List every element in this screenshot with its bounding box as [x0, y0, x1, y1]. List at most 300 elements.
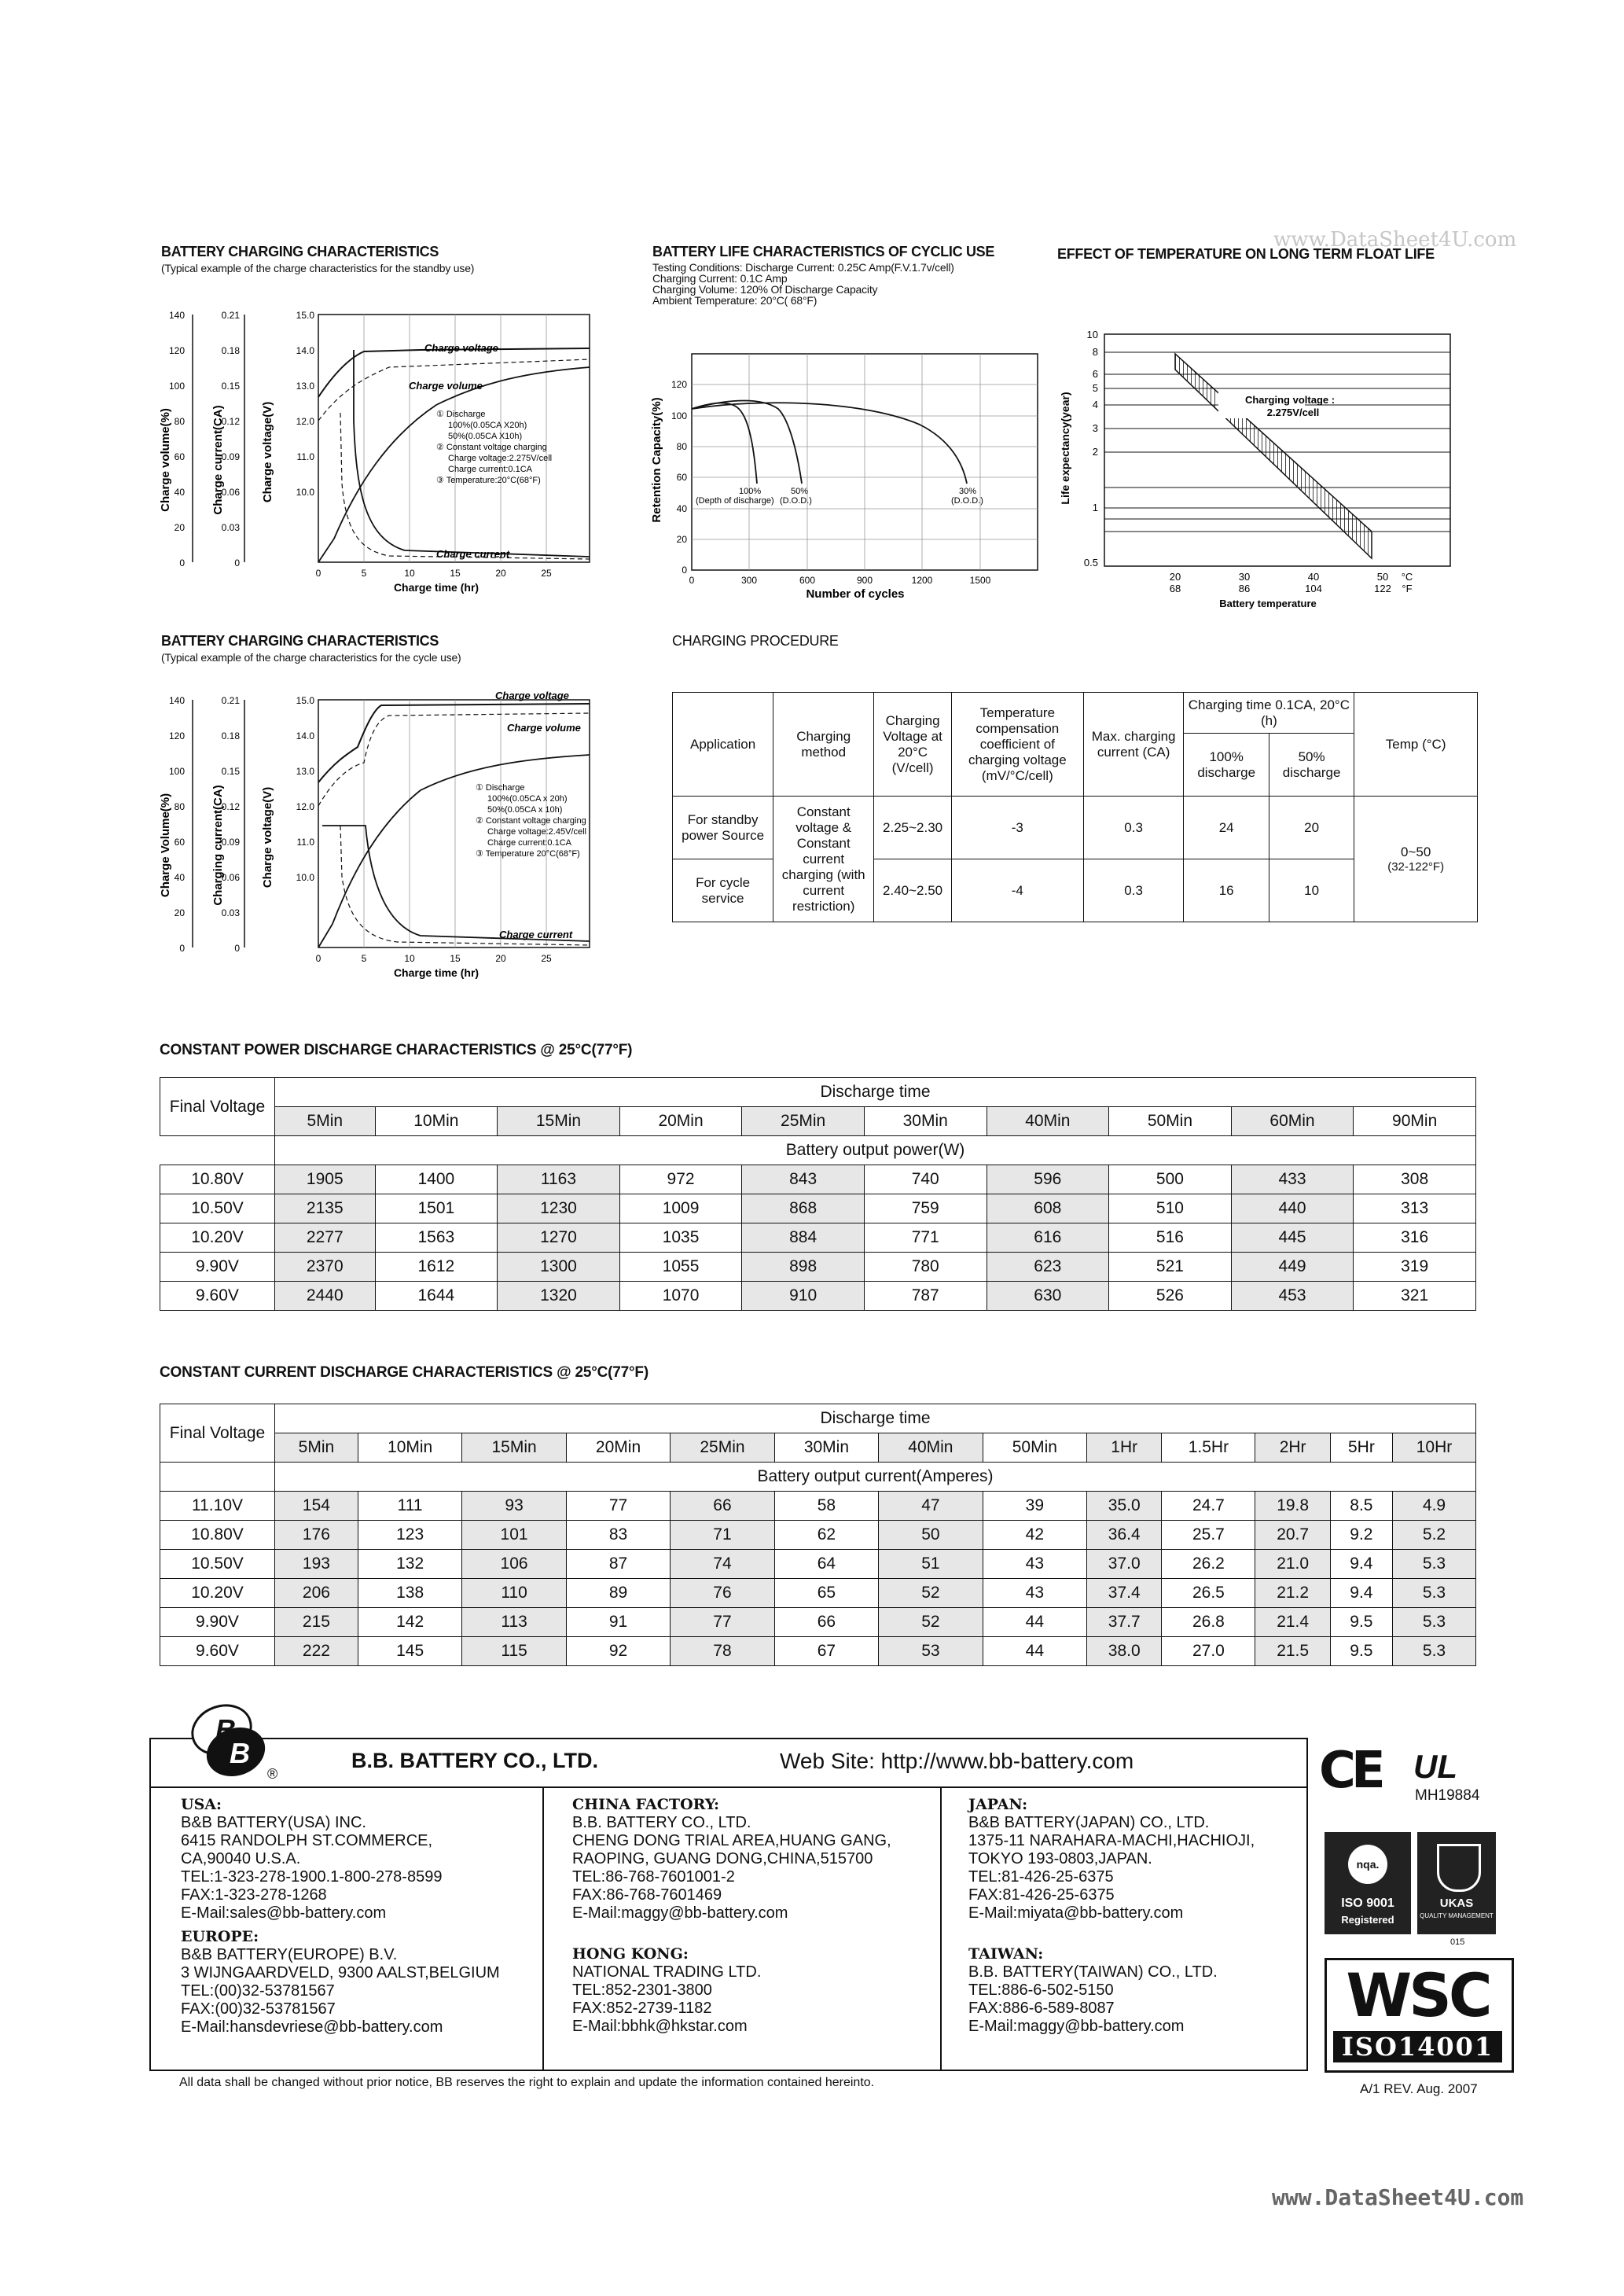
table-cell: 87 [566, 1550, 670, 1579]
condition-line: Charging Current: 0.1C Amp [652, 272, 788, 285]
procedure-table [672, 692, 1478, 922]
table-cell: 24.7 [1162, 1492, 1255, 1521]
chart3-ylabel: Life expectancy(year) [1059, 392, 1071, 505]
table-cell: 1163 [498, 1165, 620, 1194]
chart2-y-ticks [671, 379, 687, 576]
table-cell: 101 [462, 1521, 566, 1550]
cert-iso9001 [1325, 1832, 1509, 1974]
table-cell: 771 [864, 1223, 987, 1253]
tick: 12.0 [296, 416, 314, 427]
tick: 0 [234, 943, 240, 954]
final-voltage-cell: 10.20V [160, 1579, 275, 1608]
table-cell: 8.5 [1330, 1492, 1392, 1521]
table-cell: 1501 [375, 1194, 498, 1223]
tick: 15 [450, 568, 461, 579]
tick: 0 [315, 953, 321, 964]
tick: 15.0 [296, 695, 314, 706]
tick: 0 [234, 557, 240, 568]
table-cell: 65 [774, 1579, 878, 1608]
table-cell: 5.3 [1393, 1608, 1476, 1637]
table-cell: 215 [275, 1608, 358, 1637]
table-cell: 89 [566, 1579, 670, 1608]
table-row [160, 1223, 1476, 1253]
chart2-conditions [652, 262, 954, 306]
chart1-xlabel: Charge time (hr) [393, 581, 479, 594]
table-cell: 37.7 [1087, 1608, 1162, 1637]
table-cell: 43 [983, 1579, 1086, 1608]
tick: 1200 [911, 575, 933, 586]
tick: 20 [174, 522, 185, 533]
current-table-title: CONSTANT CURRENT DISCHARGE CHARACTERISTICS @ 25°C(77°F) [160, 1364, 648, 1381]
column-header: 5Min [275, 1433, 358, 1463]
proc-h-50: 50% discharge [1269, 734, 1354, 797]
address-line: TOKYO 193-0803,JAPAN. [968, 1850, 1152, 1867]
footer-notice: All data shall be changed without prior notice, BB reserves the right to explain and update the information contained hereinto. [179, 2076, 875, 2089]
table-cell: 25.7 [1162, 1521, 1255, 1550]
tick: 12.0 [296, 801, 314, 812]
column-header: 2Hr [1255, 1433, 1330, 1463]
bb-logo-letter-1: B [215, 1713, 236, 1746]
tick: 11.0 [296, 451, 314, 462]
chart2-label-dod50: (D.O.D.) [780, 496, 812, 506]
table-cell: 1644 [375, 1282, 498, 1311]
watermark-bottom: www.DataSheet4U.com [1272, 2184, 1524, 2210]
tick: 14.0 [296, 730, 314, 741]
tick: 40 [174, 487, 185, 498]
tick: 10 [1086, 329, 1098, 340]
table-cell: 77 [566, 1492, 670, 1521]
chart3-xlabel: Battery temperature [1219, 598, 1317, 609]
table-cell: 77 [671, 1608, 774, 1637]
table-cell: 1320 [498, 1282, 620, 1311]
proc-h-temp: Temp (°C) [1354, 693, 1478, 797]
tick: 20 [495, 568, 506, 579]
chart3-annotation-1: Charging voltage : [1244, 394, 1336, 406]
table-row [160, 1282, 1476, 1311]
address-line[interactable]: E-Mail:sales@bb-battery.com [181, 1904, 387, 1922]
tick: 20 [1169, 571, 1181, 583]
tick: 40 [676, 503, 687, 514]
chart2-label-100: 100% [739, 487, 762, 496]
table-cell: 64 [774, 1550, 878, 1579]
chart1-volume-label: Charge volume [409, 380, 483, 392]
address-line: B&B BATTERY(JAPAN) CO., LTD. [968, 1814, 1210, 1831]
tick: 13.0 [296, 766, 314, 777]
chart3-annotation-2: 2.275V/cell [1266, 407, 1320, 418]
table-cell: 521 [1109, 1253, 1232, 1282]
chart1-x-ticks [316, 568, 552, 579]
address-hongkong [572, 1945, 761, 2036]
column-header: 10Min [358, 1433, 461, 1463]
table-cell: 1563 [375, 1223, 498, 1253]
chart3-title: EFFECT OF TEMPERATURE ON LONG TERM FLOAT LIFE [1057, 246, 1435, 262]
address-line: B.B. BATTERY(TAIWAN) CO., LTD. [968, 1963, 1218, 1981]
table-row [160, 1550, 1476, 1579]
bb-logo [182, 1700, 285, 1786]
chart4-axis3-label: Charge voltage(V) [261, 786, 274, 889]
tick: 20 [174, 907, 185, 918]
tick: 0.09 [221, 451, 240, 462]
condition-line: Charging Volume: 120% Of Discharge Capacity [652, 283, 878, 296]
table-cell: 9.4 [1330, 1579, 1392, 1608]
chart2-label-dod30: (D.O.D.) [951, 496, 983, 506]
column-header: 20Min [619, 1107, 742, 1136]
chart4-axis2-label: Charging current(CA) [211, 785, 225, 906]
chart1-svg [153, 303, 601, 598]
tick: 30 [1238, 571, 1251, 583]
tick: 60 [174, 451, 185, 462]
table-cell: 5.3 [1393, 1550, 1476, 1579]
column-header: 25Min [671, 1433, 774, 1463]
table-cell: 113 [462, 1608, 566, 1637]
table-cell: 36.4 [1087, 1521, 1162, 1550]
company-name: B.B. BATTERY CO., LTD. [351, 1749, 598, 1772]
proc-method: Constant voltage & Constant current charging (with current restriction) [773, 797, 874, 922]
column-header: 10Hr [1393, 1433, 1476, 1463]
address-line[interactable]: E-Mail:hansdevriese@bb-battery.com [181, 2018, 443, 2036]
table-cell: 1905 [275, 1165, 376, 1194]
table-cell: 884 [742, 1223, 865, 1253]
legend-line: 100%(0.05CA X20h) [448, 421, 527, 430]
table-row [160, 1194, 1476, 1223]
tick: 600 [799, 575, 816, 586]
table-cell: 43 [983, 1550, 1086, 1579]
table-cell: 510 [1109, 1194, 1232, 1223]
bb-logo-letter-2: B [230, 1737, 250, 1769]
table-cell: 2370 [275, 1253, 376, 1282]
power-table-title: CONSTANT POWER DISCHARGE CHARACTERISTICS @ 25°C(77°F) [160, 1042, 633, 1058]
address-line: B&B BATTERY(USA) INC. [181, 1814, 366, 1831]
chart3-y-ticks [1084, 329, 1098, 568]
address-line: FAX:81-426-25-6375 [968, 1886, 1115, 1904]
tick: 14.0 [296, 345, 314, 356]
proc-h-application: Application [673, 693, 773, 797]
table-cell: 44 [983, 1608, 1086, 1637]
address-line: FAX:1-323-278-1268 [181, 1886, 327, 1904]
footer-col-divider-2 [940, 1786, 942, 2070]
chart4-x-ticks [316, 953, 552, 964]
table-cell: 433 [1231, 1165, 1354, 1194]
condition-line: Ambient Temperature: 20°C( 68°F) [652, 294, 818, 307]
tick: 8 [1092, 346, 1098, 358]
wsc-logo-icon: WSC [1346, 1960, 1490, 2030]
tick: 120 [168, 345, 185, 356]
address-line[interactable]: E-Mail:miyata@bb-battery.com [968, 1904, 1184, 1922]
table-cell: 115 [462, 1637, 566, 1666]
chart4-current-label: Charge current [499, 929, 573, 940]
table-row [160, 1165, 1476, 1194]
tick: 0 [179, 557, 185, 568]
legend-line: Charge voltage:2.275V/cell [448, 454, 553, 463]
tick: 900 [856, 575, 873, 586]
column-header: 60Min [1231, 1107, 1354, 1136]
address-line: TEL:(00)32-53781567 [181, 1982, 335, 2000]
final-voltage-cell: 10.50V [160, 1194, 275, 1223]
table-cell: 5.3 [1393, 1637, 1476, 1666]
table-cell: 132 [358, 1550, 461, 1579]
proc-r2-app: For cycle service [673, 859, 773, 922]
table-row [160, 1253, 1476, 1282]
footer-divider [151, 1786, 1306, 1788]
table-cell: 630 [987, 1282, 1109, 1311]
tick: 0 [682, 565, 687, 576]
table-cell: 193 [275, 1550, 358, 1579]
address-heading: CHINA FACTORY: [572, 1796, 720, 1813]
legend-line: ① Discharge [436, 410, 486, 419]
table-cell: 1055 [619, 1253, 742, 1282]
column-header: 40Min [879, 1433, 983, 1463]
address-line: RAOPING, GUANG DONG,CHINA,515700 [572, 1850, 873, 1867]
address-china [572, 1796, 891, 1923]
chart1-axis2-label: Charge current(CA) [211, 405, 225, 515]
table-cell: 42 [983, 1521, 1086, 1550]
table-row [160, 1521, 1476, 1550]
tick: 60 [174, 837, 185, 848]
table-cell: 21.4 [1255, 1608, 1330, 1637]
column-header: 1.5Hr [1162, 1433, 1255, 1463]
tick: 100 [168, 381, 185, 392]
chart2-x-ticks [689, 575, 991, 586]
chart3-svg [1057, 322, 1482, 613]
table-cell: 1035 [619, 1223, 742, 1253]
table-cell: 2277 [275, 1223, 376, 1253]
column-header: 25Min [742, 1107, 865, 1136]
current-blank [160, 1463, 275, 1492]
table-cell: 1300 [498, 1253, 620, 1282]
address-heading: TAIWAN: [968, 1945, 1044, 1963]
address-japan [968, 1796, 1255, 1923]
table-cell: 91 [566, 1608, 670, 1637]
company-info-box [149, 1713, 1308, 2071]
chart4-axis3-ticks [296, 695, 315, 883]
table-cell: 106 [462, 1550, 566, 1579]
table-cell: 972 [619, 1165, 742, 1194]
column-header: 10Min [375, 1107, 498, 1136]
table-cell: 27.0 [1162, 1637, 1255, 1666]
table-cell: 20.7 [1255, 1521, 1330, 1550]
legend-line: ② Constant voltage charging [476, 816, 586, 826]
column-header: 50Min [983, 1433, 1086, 1463]
address-line: 6415 RANDOLPH ST.COMMERCE, [181, 1832, 433, 1849]
table-cell: 92 [566, 1637, 670, 1666]
table-cell: 9.4 [1330, 1550, 1392, 1579]
address-line: FAX:(00)32-53781567 [181, 2000, 336, 2018]
current-final-voltage: Final Voltage [160, 1404, 275, 1463]
ukas-badge [1417, 1832, 1496, 1934]
address-europe [181, 1928, 500, 2037]
tick: 25 [541, 568, 552, 579]
nqa-badge [1325, 1832, 1411, 1934]
tick: 4 [1092, 399, 1098, 410]
address-line[interactable]: E-Mail:maggy@bb-battery.com [968, 2018, 1185, 2035]
chart2-ylabel: Retention Capacity(%) [650, 397, 663, 523]
proc-h-temp-comp: Temperature compensation coefficient of charging voltage (mV/°C/cell) [951, 693, 1083, 797]
column-header: 40Min [987, 1107, 1109, 1136]
address-line: TEL:86-768-7601001-2 [572, 1868, 735, 1886]
table-cell: 206 [275, 1579, 358, 1608]
tick: 0.06 [221, 872, 240, 883]
tick: 10 [404, 953, 415, 964]
table-cell: 2440 [275, 1282, 376, 1311]
chart4-subtitle: (Typical example of the charge characteristics for the cycle use) [161, 651, 461, 664]
address-line: B.B. BATTERY CO., LTD. [572, 1814, 751, 1831]
iso9001-label: ISO 9001 [1341, 1897, 1394, 1910]
tick: 100 [671, 410, 687, 421]
ul-mark-icon: UL [1413, 1748, 1457, 1785]
tick: 20 [676, 534, 687, 545]
legend-line: ① Discharge [476, 783, 525, 793]
table-cell: 9.2 [1330, 1521, 1392, 1550]
table-cell: 58 [774, 1492, 878, 1521]
table-cell: 759 [864, 1194, 987, 1223]
table-cell: 39 [983, 1492, 1086, 1521]
column-header: 30Min [774, 1433, 878, 1463]
tick: 0.03 [221, 522, 240, 533]
table-cell: 50 [879, 1521, 983, 1550]
table-cell: 53 [879, 1637, 983, 1666]
chart2-label-dod: (Depth of discharge) [696, 496, 774, 506]
table-cell: 62 [774, 1521, 878, 1550]
column-header: 50Min [1109, 1107, 1232, 1136]
chart4-title: BATTERY CHARGING CHARACTERISTICS [161, 633, 439, 649]
address-line[interactable]: E-Mail:bbhk@hkstar.com [572, 2018, 748, 2035]
table-cell: 26.2 [1162, 1550, 1255, 1579]
table-cell: 9.5 [1330, 1608, 1392, 1637]
tick: 0.06 [221, 487, 240, 498]
table-cell: 47 [879, 1492, 983, 1521]
ukas-crown-icon [1437, 1844, 1481, 1892]
table-cell: 66 [671, 1492, 774, 1521]
address-line: NATIONAL TRADING LTD. [572, 1963, 762, 1981]
registered-label: Registered [1341, 1914, 1394, 1926]
address-heading: JAPAN: [968, 1796, 1028, 1813]
address-line: B&B BATTERY(EUROPE) B.V. [181, 1946, 398, 1963]
procedure-title: CHARGING PROCEDURE [672, 633, 839, 649]
legend-line: 100%(0.05CA x 20h) [487, 794, 568, 804]
tick: 13.0 [296, 381, 314, 392]
tick: 2 [1092, 446, 1098, 458]
table-cell: 1400 [375, 1165, 498, 1194]
tick: 0.5 [1083, 557, 1098, 568]
table-cell: 52 [879, 1579, 983, 1608]
table-cell: 222 [275, 1637, 358, 1666]
table-cell: 623 [987, 1253, 1109, 1282]
proc-h-max-current: Max. charging current (CA) [1083, 693, 1184, 797]
table-cell: 37.0 [1087, 1550, 1162, 1579]
company-website[interactable]: Web Site: http://www.bb-battery.com [780, 1749, 1134, 1773]
address-heading: EUROPE: [181, 1928, 259, 1945]
tick: 40 [174, 872, 185, 883]
final-voltage-cell: 9.60V [160, 1282, 275, 1311]
chart2-title: BATTERY LIFE CHARACTERISTICS OF CYCLIC USE [652, 244, 995, 259]
tick: 80 [174, 801, 185, 812]
table-cell: 37.4 [1087, 1579, 1162, 1608]
chart2-label-50: 50% [791, 487, 809, 496]
proc-r2-max: 0.3 [1083, 859, 1184, 922]
chart1-axis1-label: Charge volume(%) [159, 408, 172, 512]
table-cell: 616 [987, 1223, 1109, 1253]
tick: 0.18 [221, 730, 240, 741]
table-cell: 35.0 [1087, 1492, 1162, 1521]
chart2-svg [645, 346, 1053, 605]
table-row [160, 1579, 1476, 1608]
nqa-logo-icon: nqa. [1348, 1845, 1387, 1884]
legend-line: 50%(0.05CA x 10h) [487, 805, 563, 815]
tick: 6 [1092, 368, 1098, 380]
proc-h-100: 100% discharge [1184, 734, 1269, 797]
iso14001-label: ISO14001 [1333, 2031, 1502, 2062]
power-discharge-time: Discharge time [275, 1078, 1476, 1107]
proc-r1-100: 24 [1184, 797, 1269, 859]
address-line: CHENG DONG TRIAL AREA,HUANG GANG, [572, 1832, 891, 1849]
table-row [160, 1637, 1476, 1666]
legend-line: ③ Temperature 20°C(68°F) [476, 849, 580, 859]
table-cell: 608 [987, 1194, 1109, 1223]
table-cell: 2135 [275, 1194, 376, 1223]
table-cell: 38.0 [1087, 1637, 1162, 1666]
table-cell: 66 [774, 1608, 878, 1637]
legend-line: Charge current:0.1CA [487, 838, 571, 848]
chart2-label-30: 30% [959, 487, 977, 496]
tick: 15.0 [296, 310, 314, 321]
tick: 0.21 [221, 310, 240, 321]
table-cell: 316 [1354, 1223, 1476, 1253]
table-cell: 123 [358, 1521, 461, 1550]
address-line[interactable]: E-Mail:maggy@bb-battery.com [572, 1904, 788, 1922]
tick: 5 [1092, 382, 1098, 394]
column-header: 90Min [1354, 1107, 1476, 1136]
current-table [160, 1404, 1476, 1666]
tick: 40 [1307, 571, 1320, 583]
table-row [160, 1608, 1476, 1637]
cert-ce-ul [1319, 1742, 1516, 1812]
tick: 0 [689, 575, 695, 586]
table-cell: 26.5 [1162, 1579, 1255, 1608]
chart2-xlabel: Number of cycles [806, 587, 905, 601]
condition-line: Testing Conditions: Discharge Current: 0.25C Amp(F.V.1.7v/cell) [652, 261, 954, 274]
tick: 10 [404, 568, 415, 579]
tick: 140 [168, 695, 185, 706]
tick: 60 [676, 472, 687, 483]
address-line: CA,90040 U.S.A. [181, 1850, 301, 1867]
table-cell: 5.3 [1393, 1579, 1476, 1608]
tick: 120 [671, 379, 687, 390]
table-cell: 516 [1109, 1223, 1232, 1253]
proc-h-voltage: Charging Voltage at 20°C (V/cell) [874, 693, 952, 797]
bb-logo-registered: ® [267, 1766, 278, 1782]
address-line: TEL:852-2301-3800 [572, 1981, 712, 1999]
column-header: 15Min [462, 1433, 566, 1463]
chart1-axis3-ticks [296, 310, 315, 498]
tick: 80 [676, 441, 687, 452]
proc-r1-50: 20 [1269, 797, 1354, 859]
chart1-subtitle: (Typical example of the charge characteristics for the standby use) [161, 262, 475, 274]
table-cell: 526 [1109, 1282, 1232, 1311]
table-cell: 449 [1231, 1253, 1354, 1282]
table-cell: 898 [742, 1253, 865, 1282]
final-voltage-cell: 10.80V [160, 1521, 275, 1550]
tick: 0.12 [221, 416, 240, 427]
column-header: 30Min [864, 1107, 987, 1136]
table-cell: 740 [864, 1165, 987, 1194]
table-cell: 21.5 [1255, 1637, 1330, 1666]
final-voltage-cell: 9.90V [160, 1253, 275, 1282]
address-line: 3 WIJNGAARDVELD, 9300 AALST,BELGIUM [181, 1964, 500, 1981]
proc-r1-voltage: 2.25~2.30 [874, 797, 952, 859]
chart1-current-label: Charge current [436, 548, 510, 560]
table-cell: 1009 [619, 1194, 742, 1223]
table-cell: 313 [1354, 1194, 1476, 1223]
